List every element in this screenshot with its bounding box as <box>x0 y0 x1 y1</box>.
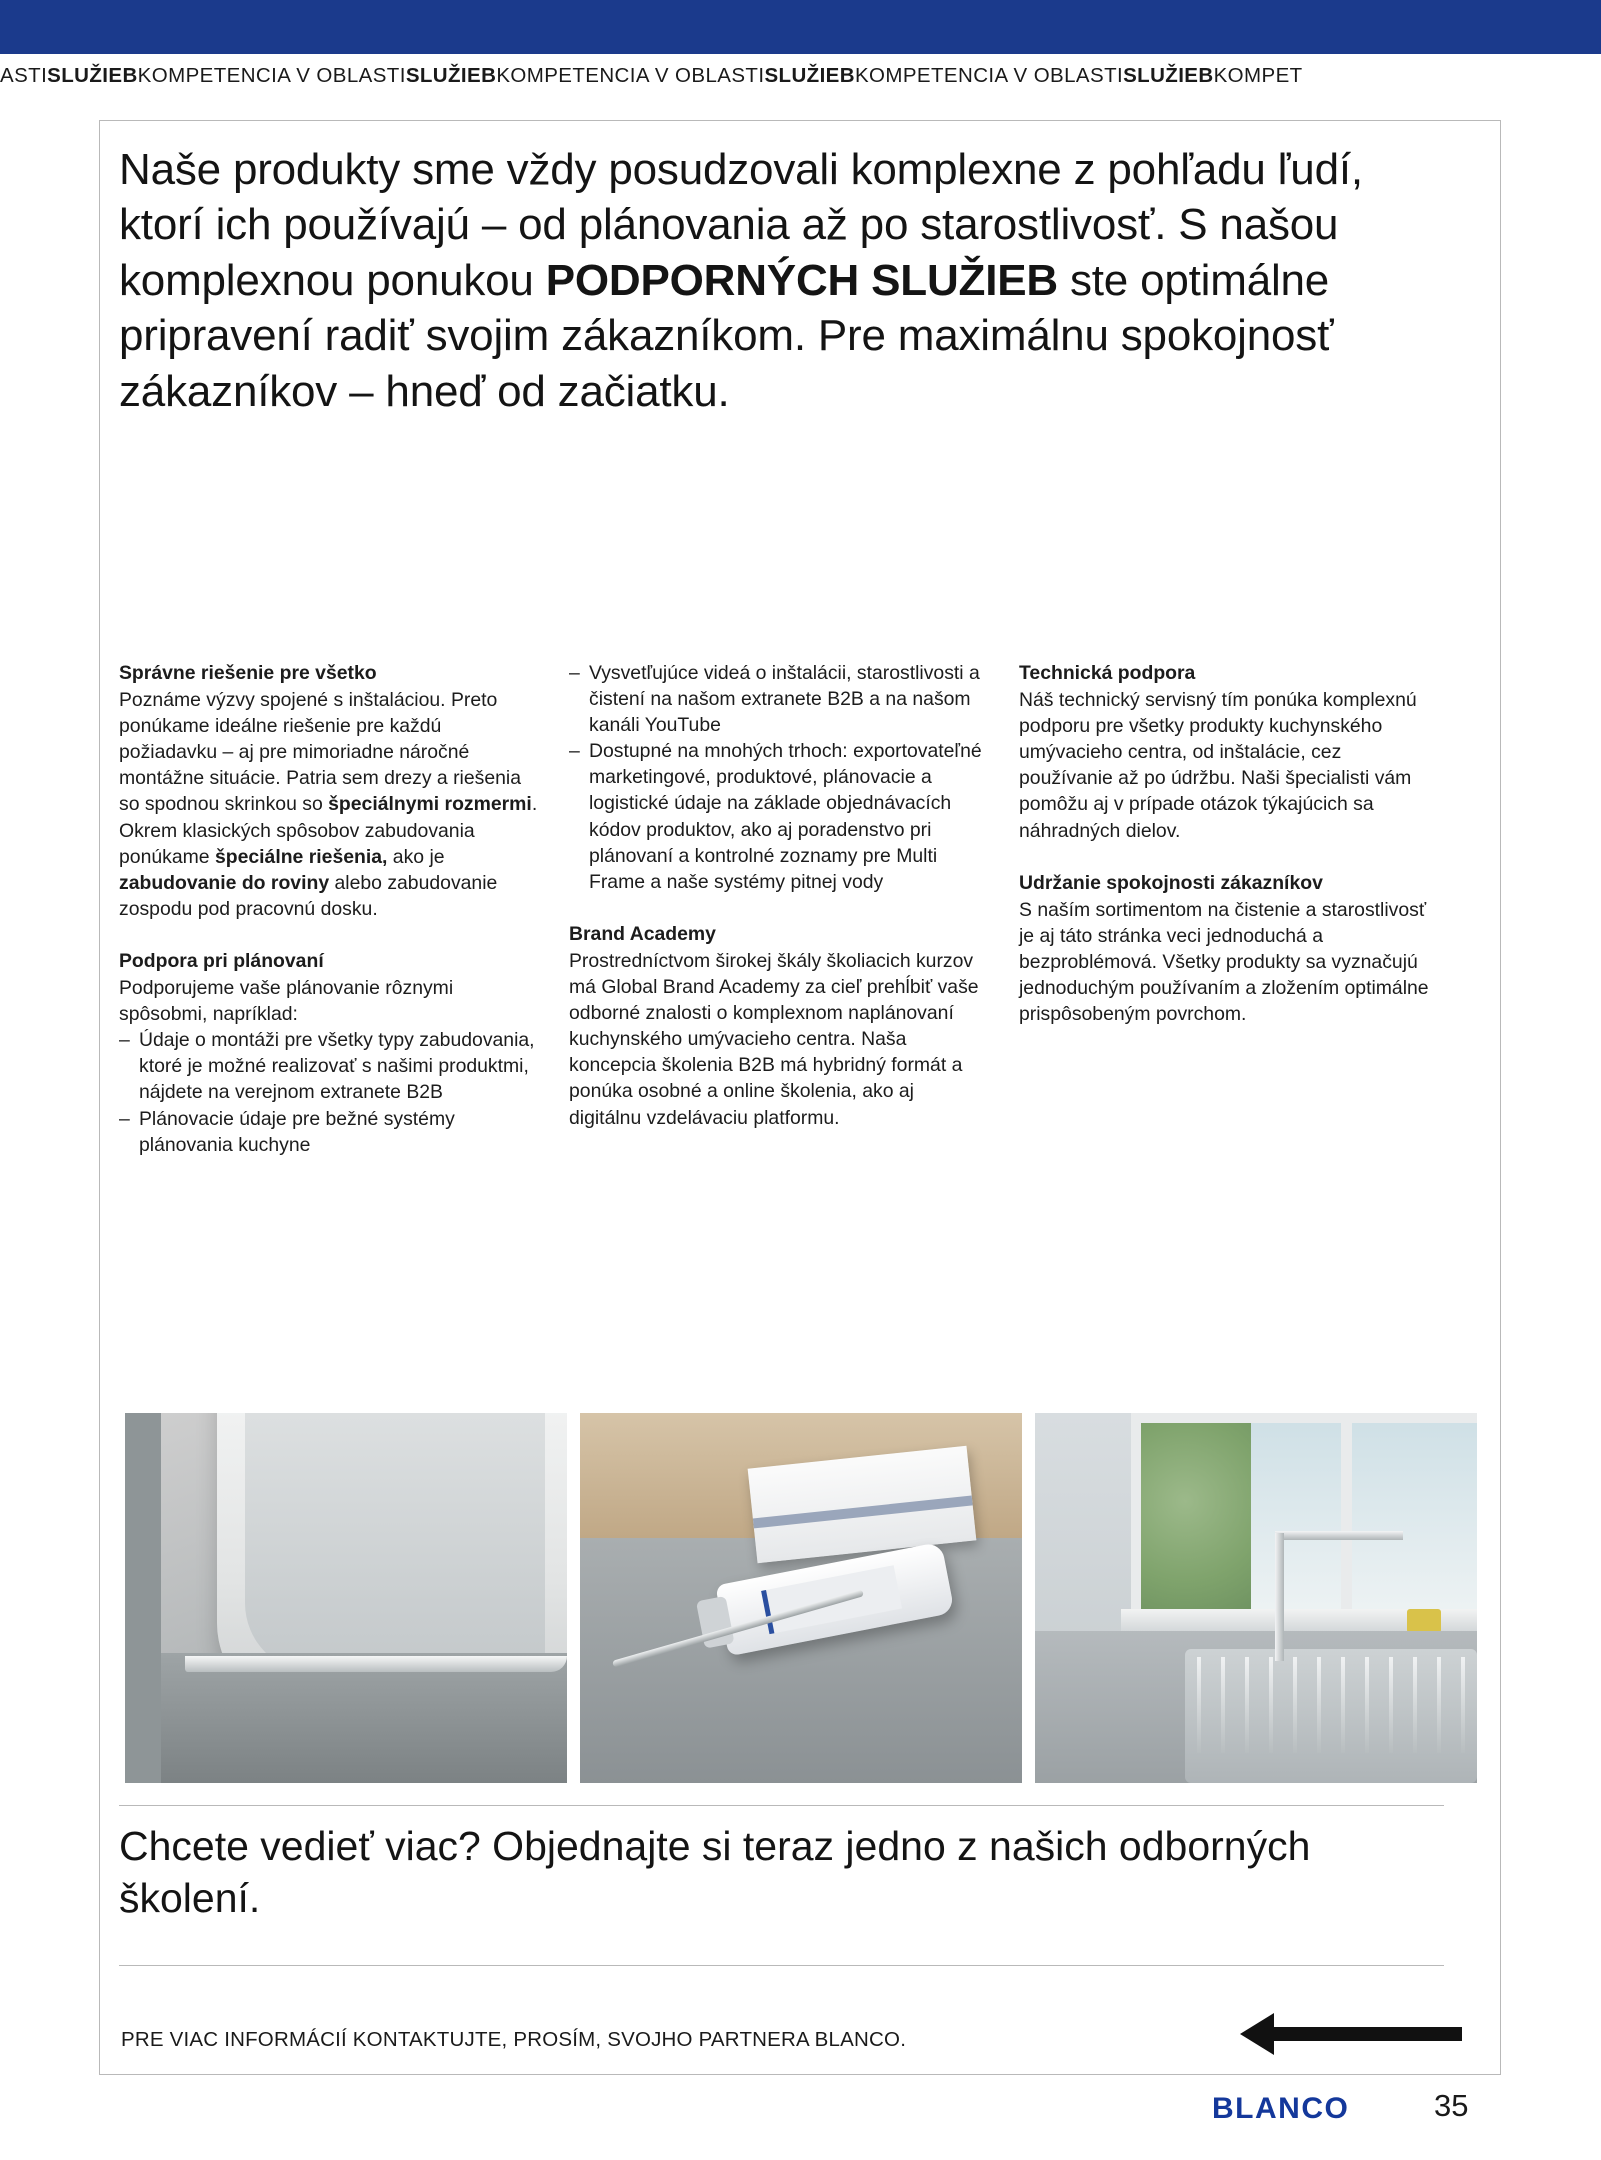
sink-photo-bowl-inner <box>245 1413 545 1673</box>
headline-part-2: ste optimálne pripravení radiť svojim zákazníkom. Pre maximálnu spokojnosť zákazníkov – hneď od začiatku. <box>119 255 1334 416</box>
col2-spacer <box>569 895 989 921</box>
col1-p1-d: špeciálne riešenia, <box>214 845 388 868</box>
sink-corner-photo <box>125 1413 567 1783</box>
kitchen-sink-window-photo <box>1035 1413 1477 1783</box>
kitchen-photo-foliage <box>1141 1423 1251 1619</box>
col3-heading-1: Technická podpora <box>1019 662 1196 684</box>
cta-bottom-rule <box>119 1965 1444 1966</box>
running-header-seg-6: KOMPETENCIA V OBLASTI <box>854 64 1124 87</box>
col1-heading-2: Podpora pri plánovaní <box>119 949 324 972</box>
cleaning-photo-box-band <box>753 1495 973 1528</box>
headline-emphasis: PODPORNÝCH SLUŽIEB <box>545 255 1058 305</box>
headline-part-1: Naše produkty sme vždy posudzovali komplexne z pohľadu ľudí, ktorí ich používajú – od plánovania až po starostlivosť. S našou komplexnou ponukou <box>119 145 1363 305</box>
col1-spacer <box>119 922 539 948</box>
col1-p1-b: špeciálnymi rozmermi <box>328 793 532 816</box>
contact-line: PRE VIAC INFORMÁCIÍ KONTAKTUJTE, PROSÍM, SVOJHO PARTNERA BLANCO. <box>121 2028 907 2051</box>
running-header-seg-0: ASTI <box>0 64 48 87</box>
body-columns <box>119 660 1479 1158</box>
running-header-seg-2: KOMPETENCIA V OBLASTI <box>137 64 406 87</box>
col1-p1-a: Poznáme výzvy spojené s inštaláciou. Preto ponúkame ideálne riešenie pre každú požiadavku – aj pre mimoriadne náročné montážne situácie. Patria sem drezy a riešenia so spodnou skrinkou so <box>119 689 522 816</box>
cta-top-rule <box>119 1805 1444 1806</box>
running-header <box>0 54 1601 98</box>
col3-heading-2: Udržanie spokojnosti zákazníkov <box>1019 871 1323 894</box>
list-item: – Údaje o montáži pre všetky typy zabudovania, ktoré je možné realizovať s našimi produktmi, nájdete na verejnom extranete B2B <box>119 1027 539 1105</box>
kitchen-photo-mullion <box>1341 1423 1352 1619</box>
running-header-seg-8: KOMPET <box>1213 64 1303 87</box>
page-frame-right-rule <box>1500 120 1501 2075</box>
kitchen-photo-bottle <box>1407 1609 1441 1633</box>
cleaning-products-photo <box>580 1413 1022 1783</box>
col2-heading-1: Brand Academy <box>569 922 716 945</box>
top-blue-bar <box>0 0 1601 54</box>
col1-paragraph-2: Podporujeme vaše plánovanie rôznymi spôsobmi, napríklad: <box>119 977 454 1026</box>
sink-photo-edge <box>185 1656 567 1672</box>
col2-paragraph-1: Prostredníctvom širokej škály školiacich kurzov má Global Brand Academy za cieľ prehĺbiť vaše odborné znalosti o komplexnom naplánovaní kuchynského umývacieho centra. Naša koncepcia školenia B2B má hybridný formát a ponúka osobné a online školenia, ako aj digitálnu vzdelávaciu platformu. <box>569 949 979 1129</box>
col2-bullet-list <box>569 660 989 895</box>
running-header-seg-1: SLUŽIEB <box>47 64 138 87</box>
col3-paragraph-1: Náš technický servisný tím ponúka komplexnú podporu pre všetky produkty kuchynského umývacieho centra, od inštalácie, cez používanie až po údržbu. Naši špecialisti vám pomôžu aj v prípade otázok týkajúcich sa náhradných dielov. <box>1019 689 1417 842</box>
cta-text: Chcete vedieť viac? Objednajte si teraz jedno z našich odborných školení. <box>119 1823 1311 1922</box>
col1-heading-1: Správne riešenie pre všetko <box>119 662 377 684</box>
col1-p1-g: alebo zabudovanie zospodu pod pracovnú dosku. <box>119 871 498 920</box>
arrow-left-icon <box>1240 2005 1462 2063</box>
col1-p1-c: . Okrem klasických spôsobov zabudovania ponúkame <box>119 793 538 868</box>
col1-p1-e: ako je <box>387 845 445 868</box>
running-header-seg-5: SLUŽIEB <box>764 64 855 87</box>
column-three <box>1019 660 1439 1158</box>
sink-photo-deck <box>161 1653 567 1783</box>
col1-p1-f: zabudovanie do roviny <box>119 871 330 894</box>
column-one <box>119 660 539 1158</box>
column-two <box>569 660 989 1158</box>
col3-spacer <box>1019 844 1439 870</box>
col3-paragraph-2: S naším sortimentom na čistenie a starostlivosť je aj táto stránka veci jednoduchá a bezproblémová. Všetky produkty sa vyznačujú jednoduchým používaním a zložením optimálne prispôsobeným povrchom. <box>1019 898 1429 1026</box>
photo-row <box>125 1413 1477 1783</box>
page-number: 35 <box>1434 2088 1469 2123</box>
list-item: – Plánovacie údaje pre bežné systémy plánovania kuchyne <box>119 1106 539 1158</box>
running-header-seg-4: KOMPETENCIA V OBLASTI <box>496 64 765 87</box>
running-header-seg-7: SLUŽIEB <box>1123 64 1214 87</box>
page-frame-top-rule <box>99 120 1501 121</box>
running-header-seg-3: SLUŽIEB <box>405 64 497 87</box>
footer-rule <box>99 2074 1501 2075</box>
blanco-logo: BLANCO <box>1212 2092 1350 2125</box>
kitchen-photo-faucet-column <box>1275 1533 1284 1661</box>
page-headline <box>119 142 1429 419</box>
kitchen-photo-window <box>1131 1413 1477 1629</box>
kitchen-photo-drain-grid <box>1197 1657 1467 1753</box>
col1-paragraph-1 <box>119 687 539 922</box>
page-frame-left-rule <box>99 120 100 2075</box>
col1-bullet-list <box>119 1027 539 1157</box>
sink-photo-left-strip <box>125 1413 161 1783</box>
kitchen-photo-faucet-spout <box>1275 1531 1403 1540</box>
list-item: – Vysvetľujúce videá o inštalácii, starostlivosti a čistení na našom extranete B2B a na našom kanáli YouTube <box>569 660 989 738</box>
list-item: – Dostupné na mnohých trhoch: exportovateľné marketingové, produktové, plánovacie a logistické údaje na základe objednávacích kódov produktov, ako aj poradenstvo pri plánovaní a kontrolné zoznamy pre Multi Frame a naše systémy pitnej vody <box>569 738 989 895</box>
